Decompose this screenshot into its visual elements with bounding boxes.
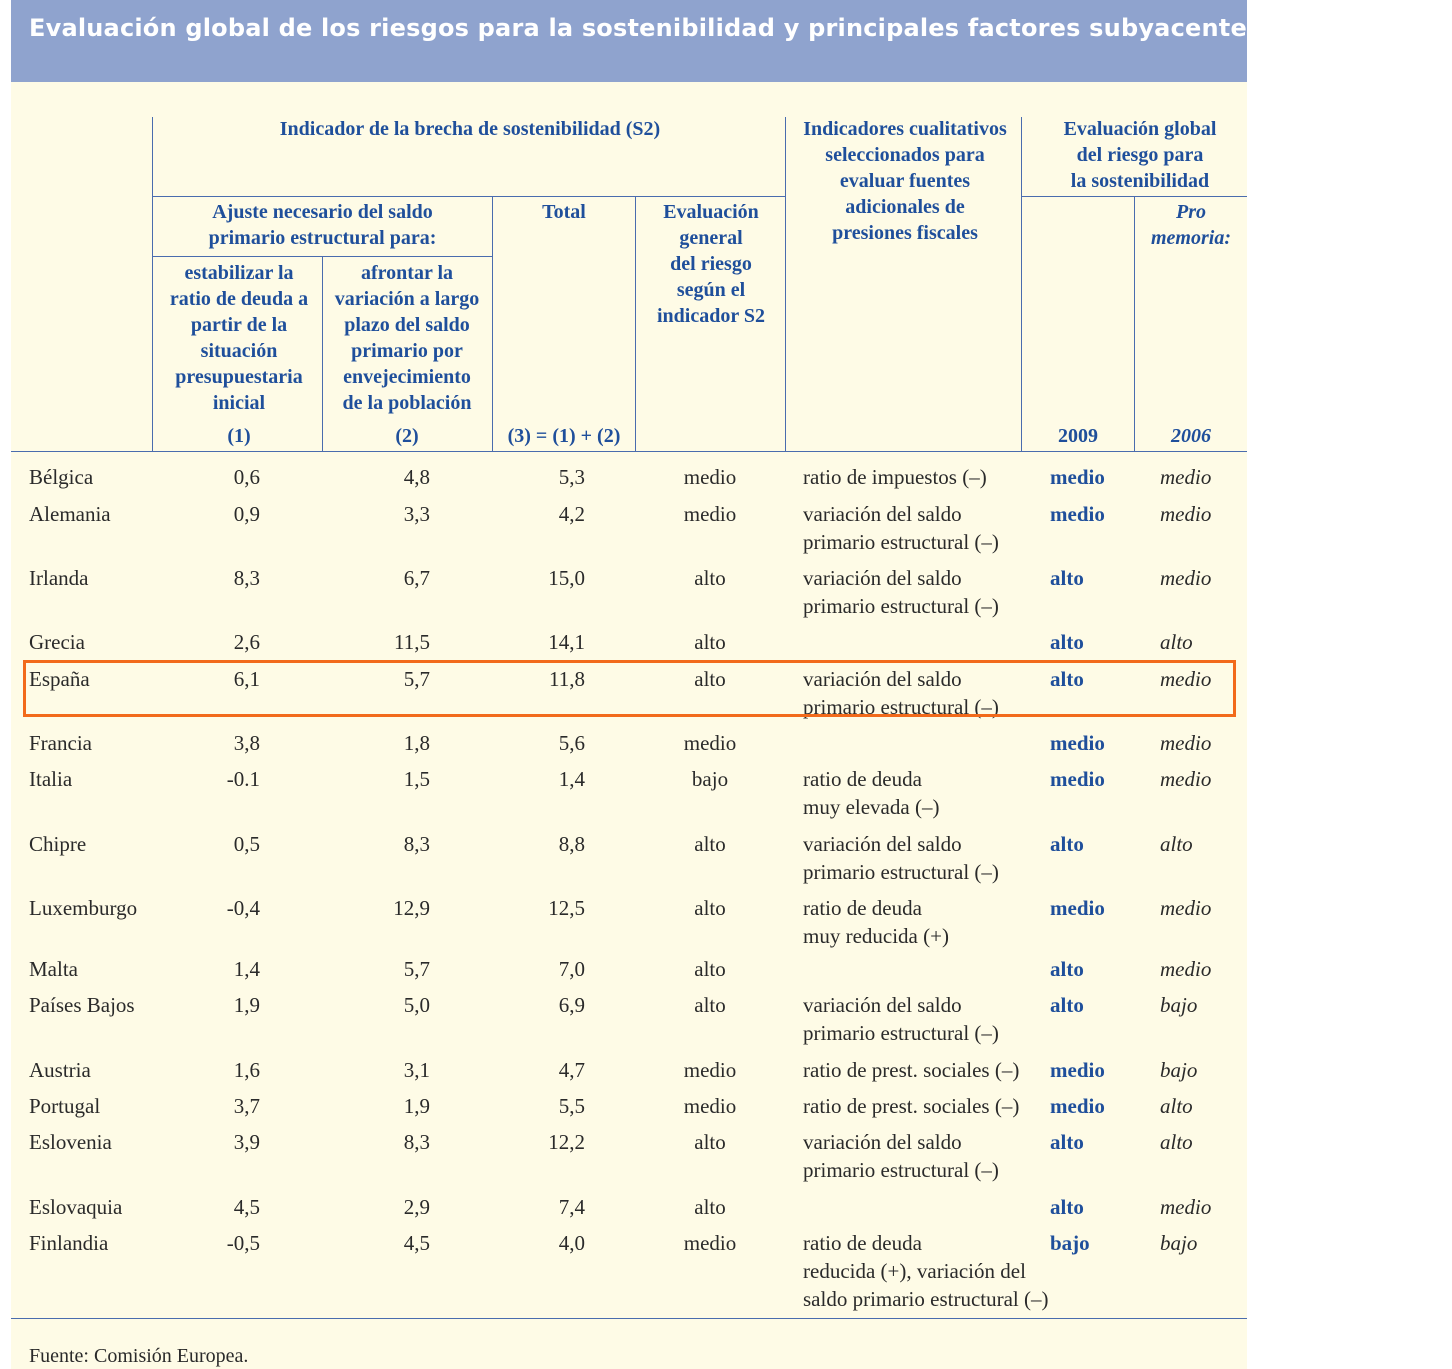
value-cell: 6,9	[558, 993, 585, 1017]
global-risk-2009-cell: alto	[1050, 1130, 1084, 1154]
header-line: general	[679, 227, 743, 249]
global-risk-2009-cell: alto	[1050, 630, 1084, 654]
qualitative-cell: variación del saldo primario estructural (–)	[803, 993, 999, 1045]
country-cell: Bélgica	[29, 465, 94, 489]
global-risk-2006-cell: medio	[1160, 731, 1212, 755]
assessment-cell: alto	[694, 896, 726, 920]
col3-header: Total	[542, 201, 586, 223]
global-risk-2006-cell: bajo	[1160, 1231, 1198, 1255]
value-cell: 12,5	[548, 896, 585, 920]
qualitative-cell: ratio de deuda muy elevada (–)	[803, 767, 940, 819]
value-cell: 3,8	[233, 731, 260, 755]
header-line: Indicadores cualitativos	[803, 118, 1007, 140]
value-cell: 5,7	[403, 667, 430, 691]
col5-header	[787, 116, 1023, 246]
header-line: Evaluación	[663, 201, 759, 223]
value-cell: 4,5	[233, 1195, 260, 1219]
value-cell: 1,4	[233, 957, 260, 981]
global-risk-2009-cell: medio	[1050, 896, 1105, 920]
global-risk-2006-cell: medio	[1160, 767, 1212, 791]
global-risk-2006-cell: medio	[1160, 465, 1212, 489]
value-cell: -0.1	[226, 767, 260, 791]
value-cell: 2,6	[233, 630, 260, 654]
country-cell: Finlandia	[29, 1231, 109, 1255]
header-line: primario por	[351, 340, 463, 362]
value-cell: 7,0	[558, 957, 585, 981]
value-cell: 5,0	[403, 993, 430, 1017]
value-cell: 14,1	[548, 630, 585, 654]
col7-header	[1135, 199, 1247, 251]
col1-number: (1)	[227, 425, 251, 447]
col6-year: 2009	[1058, 425, 1098, 447]
header-line: del riesgo	[670, 253, 752, 275]
value-cell: 5,6	[558, 731, 585, 755]
assessment-cell: medio	[683, 465, 737, 489]
value-cell: 8,3	[403, 1130, 430, 1154]
divider	[1021, 196, 1247, 197]
global-risk-2006-cell: medio	[1160, 566, 1212, 590]
global-risk-2009-cell: medio	[1050, 1094, 1105, 1118]
value-cell: 1,6	[233, 1058, 260, 1082]
col6-group-header	[1022, 116, 1258, 194]
qualitative-cell: variación del saldo primario estructural (–)	[803, 566, 999, 618]
assessment-cell: medio	[683, 1058, 737, 1082]
value-cell: 12,9	[393, 896, 430, 920]
value-cell: 6,1	[233, 667, 260, 691]
value-cell: 5,3	[558, 465, 585, 489]
assessment-cell: medio	[683, 502, 737, 526]
value-cell: 8,8	[558, 832, 585, 856]
value-cell: -0,5	[226, 1231, 260, 1255]
country-cell: Malta	[29, 957, 78, 981]
country-cell: Francia	[29, 731, 92, 755]
global-risk-2006-cell: alto	[1160, 832, 1193, 856]
value-cell: 0,9	[233, 502, 260, 526]
col3-number: (3) = (1) + (2)	[507, 425, 621, 447]
header-line: adicionales de	[845, 196, 965, 218]
value-cell: 4,7	[558, 1058, 585, 1082]
qualitative-cell: variación del saldo primario estructural (–)	[803, 667, 999, 719]
value-cell: 4,0	[558, 1231, 585, 1255]
global-risk-2006-cell: bajo	[1160, 1058, 1198, 1082]
title-bar	[11, 0, 1452, 82]
country-cell: España	[29, 667, 90, 691]
global-risk-2009-cell: alto	[1050, 957, 1084, 981]
header-line: seleccionados para	[825, 144, 985, 166]
value-cell: 12,2	[548, 1130, 585, 1154]
global-risk-2006-cell: bajo	[1160, 993, 1198, 1017]
header-line: de la población	[342, 392, 472, 414]
global-risk-2009-cell: medio	[1050, 465, 1105, 489]
global-risk-2009-cell: alto	[1050, 993, 1084, 1017]
global-risk-2006-cell: medio	[1160, 957, 1212, 981]
country-cell: Chipre	[29, 832, 87, 856]
assessment-cell: medio	[683, 1094, 737, 1118]
value-cell: 3,9	[233, 1130, 260, 1154]
assessment-cell: alto	[694, 993, 726, 1017]
header-line: plazo del saldo	[344, 314, 470, 336]
value-cell: 3,1	[403, 1058, 430, 1082]
assessment-cell: alto	[694, 566, 726, 590]
country-cell: Países Bajos	[29, 993, 135, 1017]
value-cell: 4,5	[403, 1231, 430, 1255]
country-cell: Eslovenia	[29, 1130, 112, 1154]
global-risk-2009-cell: alto	[1050, 566, 1084, 590]
value-cell: 5,5	[558, 1094, 585, 1118]
header-line: estabilizar la	[184, 262, 294, 284]
value-cell: 11,5	[394, 630, 430, 654]
value-cell: 6,7	[403, 566, 430, 590]
header-line: envejecimiento	[343, 366, 471, 388]
header-line: indicador S2	[657, 305, 765, 327]
global-risk-2009-cell: alto	[1050, 1195, 1084, 1219]
value-cell: 1,8	[403, 731, 430, 755]
value-cell: 5,7	[403, 957, 430, 981]
divider	[492, 197, 493, 452]
global-risk-2006-cell: alto	[1160, 1130, 1193, 1154]
col2-number: (2)	[395, 425, 419, 447]
col7-year: 2006	[1171, 425, 1211, 447]
country-cell: Eslovaquia	[29, 1195, 123, 1219]
table-bottom-line	[11, 1318, 1247, 1319]
divider	[152, 117, 153, 452]
col4-header	[636, 199, 786, 329]
global-risk-2006-cell: alto	[1160, 630, 1193, 654]
value-cell: -0,4	[226, 896, 260, 920]
header-line: Evaluación global	[1063, 118, 1217, 140]
qualitative-cell: variación del saldo primario estructural (–)	[803, 502, 999, 554]
qualitative-cell: ratio de prest. sociales (–)	[803, 1094, 1020, 1118]
global-risk-2009-cell: medio	[1050, 731, 1105, 755]
value-cell: 3,7	[233, 1094, 260, 1118]
divider	[152, 256, 492, 257]
value-cell: 0,5	[233, 832, 260, 856]
global-risk-2009-cell: medio	[1050, 1058, 1105, 1082]
col2-header	[323, 260, 491, 416]
page-title: Evaluación global de los riesgos para la sostenibilidad y principales factores subyacentes considerados	[29, 14, 1452, 42]
header-line: variación a largo	[334, 288, 480, 310]
header-line: del riesgo para	[1076, 144, 1204, 166]
header-line: presupuestaria	[175, 366, 303, 388]
value-cell: 1,5	[403, 767, 430, 791]
header-line: Pro	[1176, 201, 1206, 223]
value-cell: 1,4	[558, 767, 585, 791]
qualitative-cell: ratio de deuda reducida (+), variación del saldo primario estructural (–)	[803, 1231, 1049, 1311]
ajuste-group-header	[155, 199, 490, 251]
global-risk-2006-cell: medio	[1160, 502, 1212, 526]
assessment-cell: bajo	[691, 767, 729, 791]
value-cell: 2,9	[403, 1195, 430, 1219]
assessment-cell: medio	[683, 731, 737, 755]
header-line: la sostenibilidad	[1070, 170, 1210, 192]
header-line: presiones fiscales	[832, 222, 978, 244]
country-cell: Grecia	[29, 630, 85, 654]
global-risk-2006-cell: medio	[1160, 896, 1212, 920]
qualitative-cell: ratio de deuda muy reducida (+)	[803, 896, 949, 948]
highlight-box-espana	[23, 660, 1236, 717]
header-line: partir de la	[190, 314, 288, 336]
qualitative-cell: ratio de prest. sociales (–)	[803, 1058, 1020, 1082]
country-cell: Italia	[29, 767, 73, 791]
assessment-cell: alto	[694, 1130, 726, 1154]
header-line: inicial	[212, 392, 266, 414]
assessment-cell: alto	[694, 832, 726, 856]
global-risk-2006-cell: alto	[1160, 1094, 1193, 1118]
global-risk-2009-cell: alto	[1050, 832, 1084, 856]
global-risk-2006-cell: medio	[1160, 1195, 1212, 1219]
global-risk-2006-cell: medio	[1160, 667, 1212, 691]
value-cell: 1,9	[233, 993, 260, 1017]
value-cell: 8,3	[233, 566, 260, 590]
header-line: memoria:	[1151, 227, 1231, 249]
country-cell: Luxemburgo	[29, 896, 138, 920]
value-cell: 1,9	[403, 1094, 430, 1118]
header-bottom-line	[11, 451, 1247, 452]
value-cell: 4,2	[558, 502, 585, 526]
header-line: afrontar la	[360, 262, 454, 284]
qualitative-cell: ratio de impuestos (–)	[803, 465, 987, 489]
source-note: Fuente: Comisión Europea.	[29, 1345, 249, 1367]
assessment-cell: alto	[694, 957, 726, 981]
assessment-cell: alto	[694, 667, 726, 691]
country-cell: Austria	[29, 1058, 91, 1082]
header-line: según el	[676, 279, 746, 301]
col1-header	[155, 260, 323, 416]
header-line: primario estructural para:	[208, 227, 437, 249]
value-cell: 8,3	[403, 832, 430, 856]
value-cell: 0,6	[233, 465, 260, 489]
value-cell: 7,4	[558, 1195, 585, 1219]
value-cell: 3,3	[403, 502, 430, 526]
global-risk-2009-cell: medio	[1050, 502, 1105, 526]
country-cell: Alemania	[29, 502, 111, 526]
country-cell: Irlanda	[29, 566, 89, 590]
qualitative-cell: variación del saldo primario estructural (–)	[803, 832, 999, 884]
value-cell: 11,8	[549, 667, 585, 691]
value-cell: 15,0	[548, 566, 585, 590]
global-risk-2009-cell: alto	[1050, 667, 1084, 691]
header-line: ratio de deuda a	[169, 288, 309, 310]
global-risk-2009-cell: bajo	[1050, 1231, 1090, 1255]
header-line: situación	[200, 340, 278, 362]
assessment-cell: alto	[694, 1195, 726, 1219]
divider	[152, 196, 785, 197]
country-cell: Portugal	[29, 1094, 101, 1118]
qualitative-cell: variación del saldo primario estructural (–)	[803, 1130, 999, 1182]
assessment-cell: medio	[683, 1231, 737, 1255]
assessment-cell: alto	[694, 630, 726, 654]
header-line: evaluar fuentes	[839, 170, 971, 192]
global-risk-2009-cell: medio	[1050, 767, 1105, 791]
s2-group-header: Indicador de la brecha de sostenibilidad (S2)	[279, 118, 661, 140]
value-cell: 4,8	[403, 465, 430, 489]
header-line: Ajuste necesario del saldo	[212, 201, 433, 223]
